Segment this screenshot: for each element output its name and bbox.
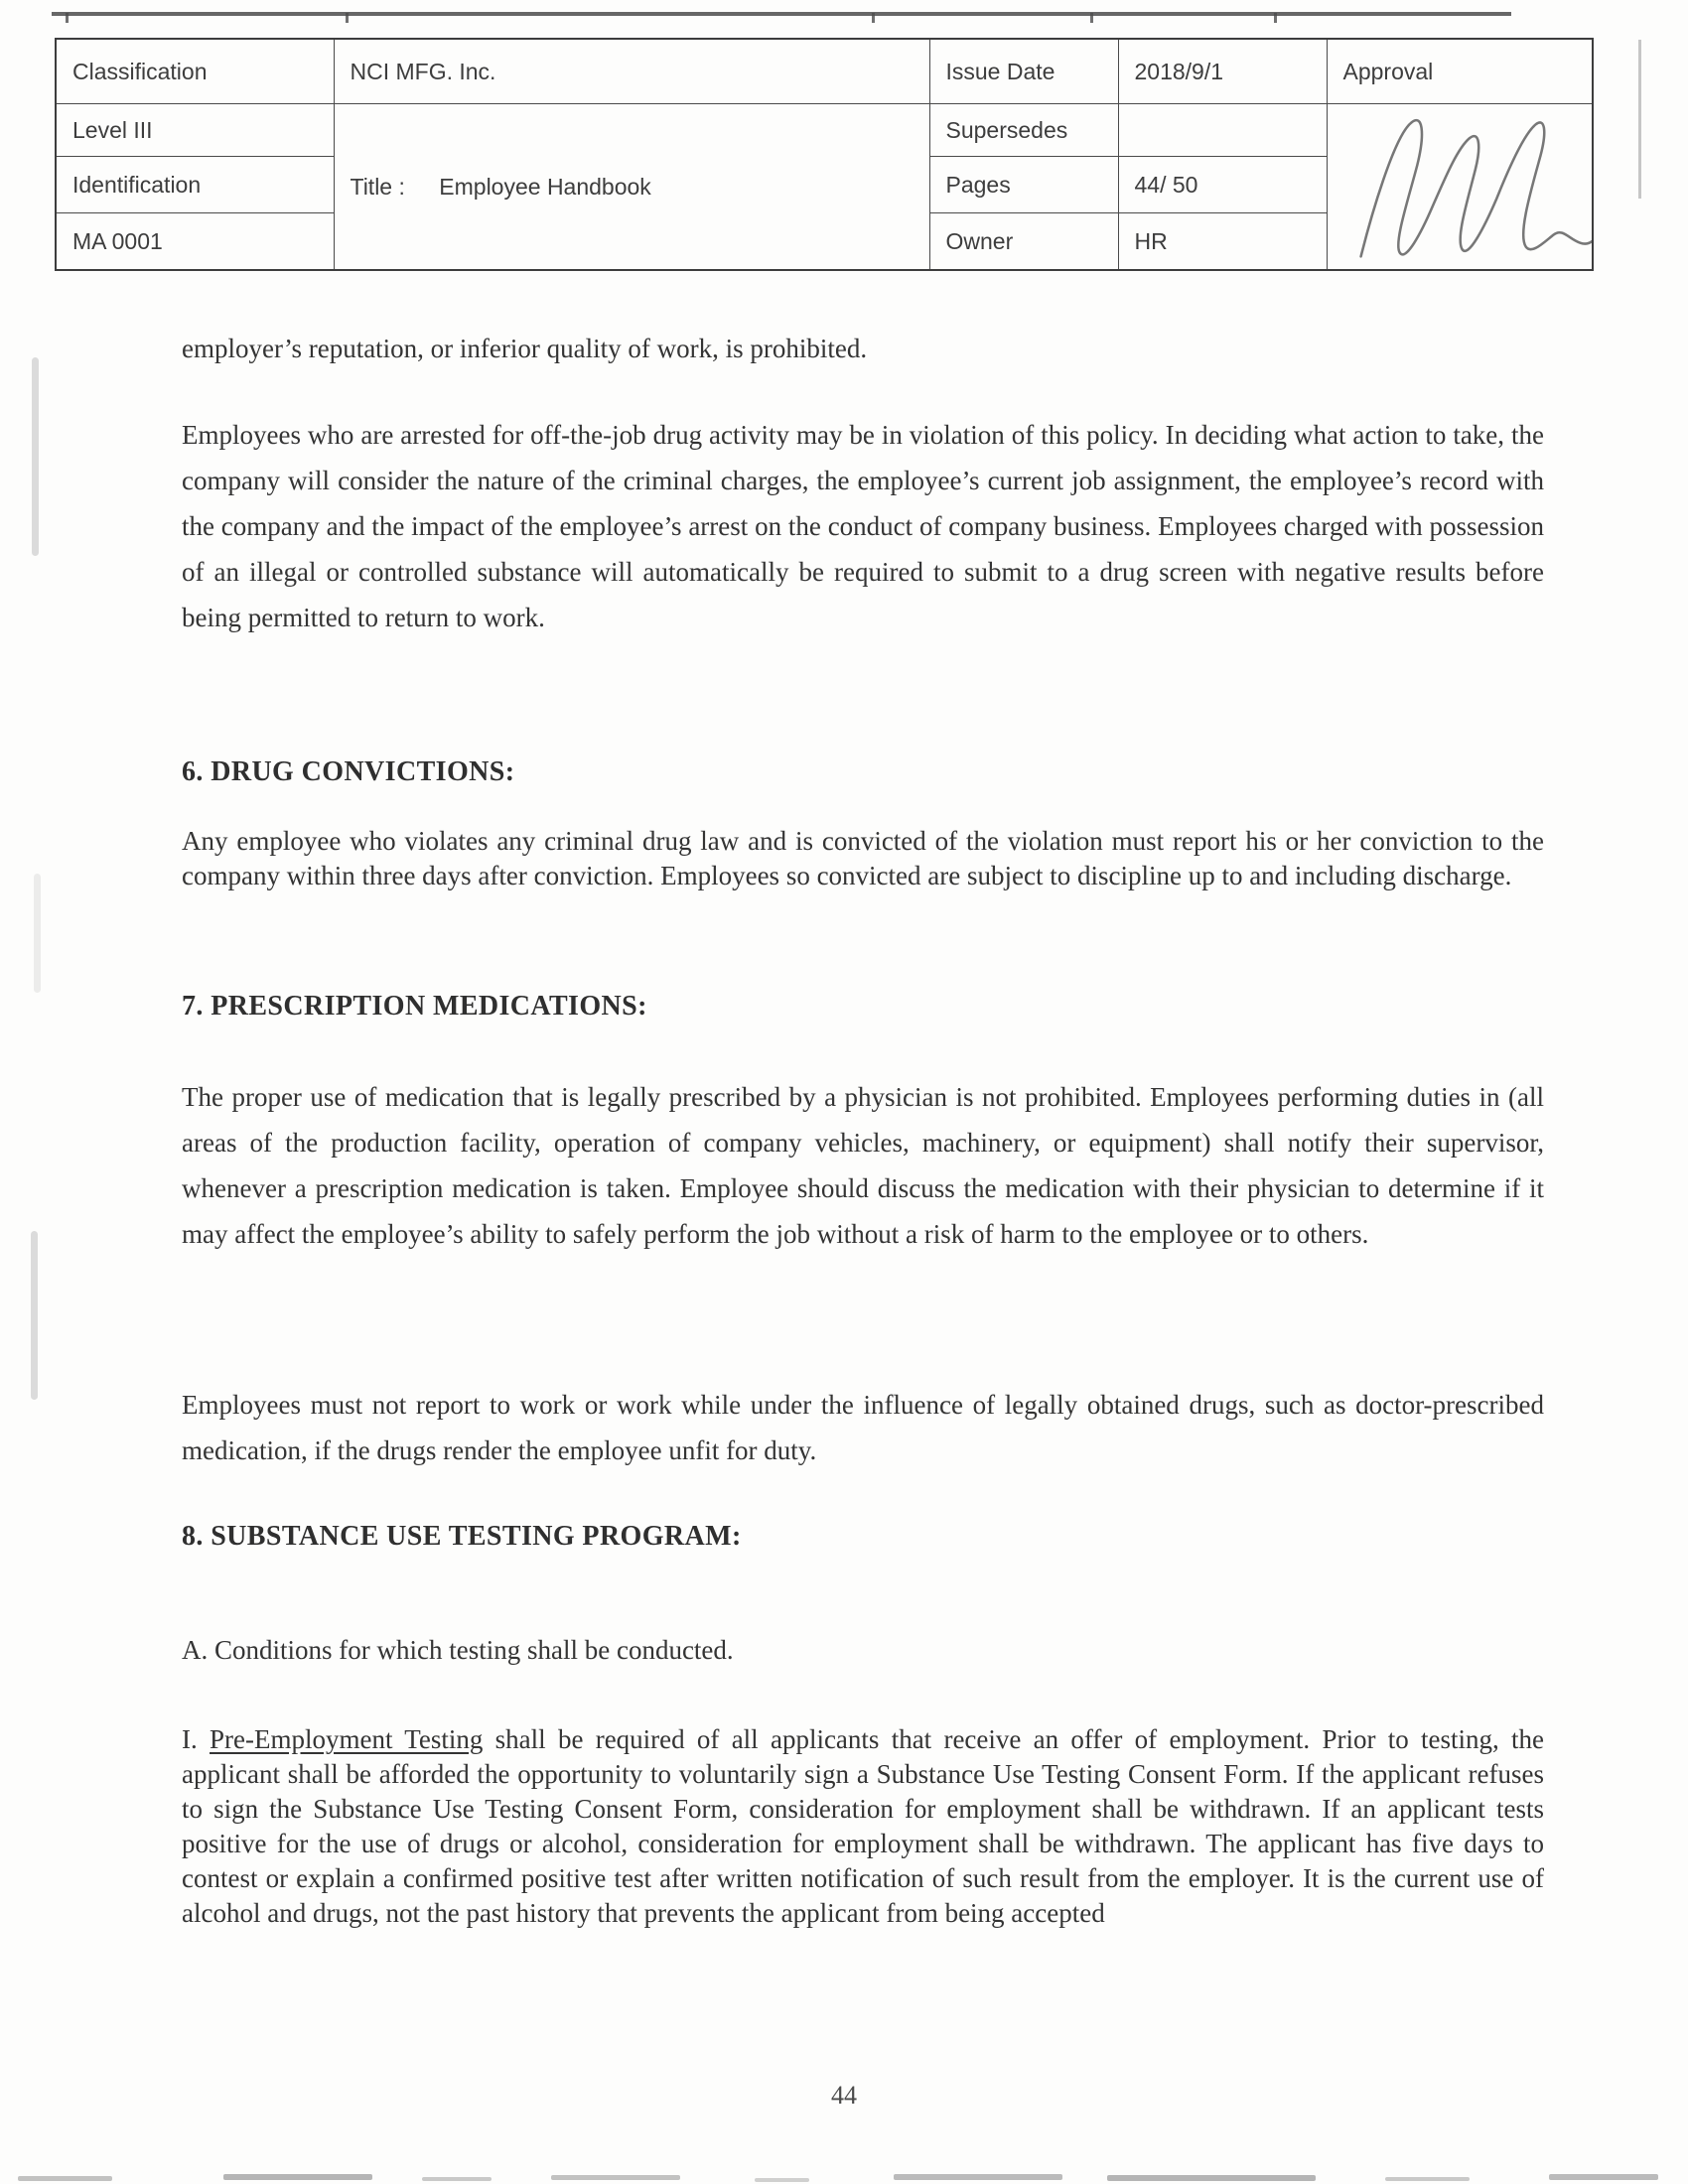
scan-artifact-bottom-smudge (1549, 2174, 1658, 2180)
owner-label: Owner (929, 213, 1118, 271)
paragraph-intro-line: employer’s reputation, or inferior quality of work, is prohibited. (182, 334, 868, 363)
scan-artifact-tick (872, 13, 875, 23)
pages-label: Pages (929, 157, 1118, 213)
scan-artifact-tick (1090, 13, 1093, 23)
paragraph-drug-convictions: Any employee who violates any criminal drug law and is convicted of the violation must report his or her conviction to the company within three days after conviction. Employees so convicted are subject to discipline up to and including discharge. (182, 826, 1544, 890)
pages-value: 44/ 50 (1118, 157, 1327, 213)
title-label: Title : (350, 173, 405, 200)
classification-label: Classification (56, 39, 334, 104)
scan-artifact-bottom-smudge (422, 2177, 492, 2181)
pre-employment-underlined-term: Pre-Employment Testing (210, 1724, 484, 1754)
issue-date-label: Issue Date (929, 39, 1118, 104)
scan-artifact-margin-streak (32, 357, 39, 556)
scan-artifact-tick (66, 13, 69, 23)
scan-artifact-bottom-smudge (551, 2175, 680, 2180)
supersedes-label: Supersedes (929, 104, 1118, 157)
scan-artifact-tick (1274, 13, 1277, 23)
scan-artifact-bottom-smudge (755, 2178, 809, 2182)
pre-employment-text: shall be required of all applicants that receive an offer of employment. Prior to testing, the applicant shall be afforded the opportunity to voluntarily sign a Substance Use Testing Consent Form. If the applicant refuses to sign the Substance Use Testing Consent Form, consideration for employment shall be withdrawn. If an applicant tests positive for the use of drugs or alcohol, consideration for employment shall be withdrawn. The applicant has five days to contest or explain a confirmed positive test after written notification of such result from the employer. It is the current use of alcohol and drugs, not the past history that prevents the applicant from being accepted (182, 1724, 1544, 1928)
scan-artifact-margin-streak (34, 874, 41, 993)
scan-artifact-bottom-smudge (894, 2174, 1062, 2180)
header-table (55, 38, 1594, 271)
supersedes-value (1118, 104, 1327, 157)
scan-artifact-tick (346, 13, 349, 23)
scan-artifact-bottom-smudge (1385, 2177, 1470, 2181)
issue-date-value: 2018/9/1 (1118, 39, 1327, 104)
scan-artifact-bottom-smudge (223, 2174, 372, 2180)
identification-label: Identification (56, 157, 334, 213)
approval-signature-cell (1327, 104, 1593, 271)
section-heading-substance-use-testing: 8. SUBSTANCE USE TESTING PROGRAM: (182, 1521, 742, 1552)
section-heading-drug-convictions: 6. DRUG CONVICTIONS: (182, 756, 515, 787)
scan-artifact-top-line (52, 12, 1511, 16)
scan-artifact-margin-streak (31, 1231, 38, 1400)
paragraph-testing-conditions: A. Conditions for which testing shall be conducted. (182, 1635, 734, 1665)
page-number: 44 (831, 2081, 857, 2110)
document-title-cell (334, 104, 929, 271)
identification-value: MA 0001 (56, 213, 334, 271)
section-heading-prescription-medications: 7. PRESCRIPTION MEDICATIONS: (182, 991, 647, 1022)
classification-value: Level III (56, 104, 334, 157)
approval-signature-icon (1343, 108, 1594, 265)
paragraph-prescription-1: The proper use of medication that is legally prescribed by a physician is not prohibited. Employees performing duties in (all areas of the production facility, operation of company vehicles, machinery, or equipment) shall notify their supervisor, whenever a prescription medication is taken. Employee should discuss the medication with their physician to determine if it may affect the employee’s ability to safely perform the job without a risk of harm to the employee or to others. (182, 1082, 1544, 1249)
title-value: Employee Handbook (439, 173, 651, 200)
pre-employment-prefix: I. (182, 1724, 198, 1754)
paragraph-arrest-policy: Employees who are arrested for off-the-job drug activity may be in violation of this policy. In deciding what action to take, the company will consider the nature of the criminal charges, the employee’s current job assignment, the employee’s record with the company and the impact of the employee’s arrest on the conduct of company business. Employees charged with possession of an illegal or controlled substance will automatically be required to submit to a drug screen with negative results before being permitted to return to work. (182, 420, 1544, 632)
paragraph-prescription-2: Employees must not report to work or work while under the influence of legally obtained drugs, such as doctor-prescribed medication, if the drugs render the employee unfit for duty. (182, 1390, 1544, 1465)
scan-artifact-bottom-smudge (18, 2176, 112, 2181)
owner-value: HR (1118, 213, 1327, 271)
scan-artifact-bottom-smudge (1107, 2175, 1316, 2181)
company-name: NCI MFG. Inc. (334, 39, 929, 104)
scan-artifact-right-edge (1638, 40, 1641, 199)
approval-label: Approval (1327, 39, 1593, 104)
paragraph-pre-employment-testing (182, 1722, 1544, 1931)
